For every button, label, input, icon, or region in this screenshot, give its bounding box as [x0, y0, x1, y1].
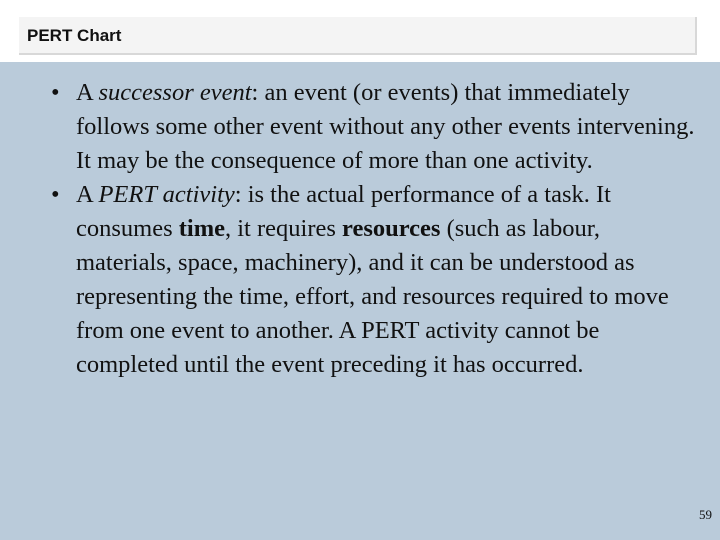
page-number: 59 [699, 507, 712, 522]
strong-time: time [178, 215, 225, 242]
term-successor-event: successor event [98, 79, 252, 106]
bullet-text-2: , it requires [225, 215, 343, 242]
title-bar [19, 17, 697, 55]
bullet-text-3: (such as labour, materials, space, machinery), and it can be understood as representing the time, effort, and resources required to move from one event to another. A PERT activity cannot be completed until the event preceding it has occurred. [76, 215, 669, 378]
slide-content [0, 62, 720, 540]
bullet-text: : an event (or events) that immediately follows some other event without any other events intervening. It may be the consequence of more than one activity. [76, 79, 695, 174]
bullet-successor-event [51, 76, 701, 178]
bullet-intro: A [76, 181, 99, 208]
bullet-icon: • [51, 79, 60, 106]
slide-header [0, 0, 720, 62]
bullet-list [51, 76, 701, 382]
strong-resources: resources [342, 215, 441, 242]
term-pert-activity: PERT activity [98, 181, 235, 208]
bullet-text-1: : is the actual performance of a task. It consumes [76, 181, 611, 242]
bullet-icon: • [51, 181, 60, 208]
bullet-intro: A [76, 79, 99, 106]
bullet-pert-activity [51, 178, 701, 382]
slide-title: PERT Chart [27, 26, 122, 45]
